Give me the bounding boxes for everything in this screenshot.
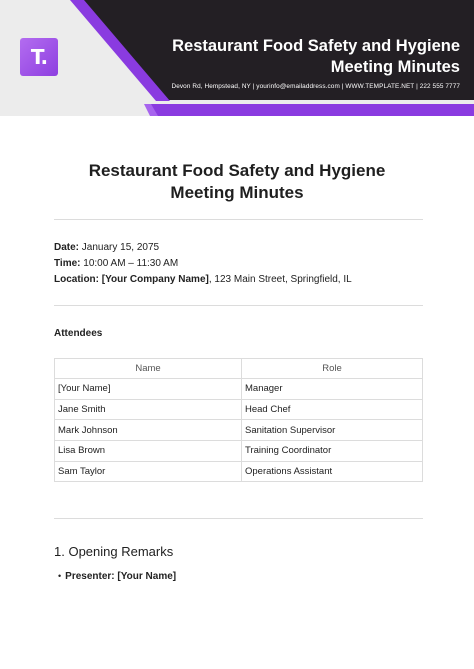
attendee-name: Mark Johnson: [55, 420, 242, 441]
attendee-role: Sanitation Supervisor: [242, 420, 423, 441]
table-row: [55, 379, 423, 400]
meeting-date: [54, 242, 159, 253]
attendee-name: Jane Smith: [55, 399, 242, 420]
header-title: [130, 36, 460, 78]
meeting-time: [54, 258, 178, 269]
column-header-role: Role: [242, 359, 423, 379]
attendee-role: Training Coordinator: [242, 441, 423, 462]
attendee-role: Operations Assistant: [242, 461, 423, 482]
meeting-location: [54, 274, 352, 285]
attendee-name: [Your Name]: [55, 379, 242, 400]
table-row: [55, 461, 423, 482]
logo-letter: T.: [30, 45, 48, 69]
divider: [54, 219, 423, 220]
attendee-name: Sam Taylor: [55, 461, 242, 482]
date-value: January 15, 2075: [81, 242, 160, 253]
date-label: Date:: [54, 242, 80, 253]
presenter-value: [Your Name]: [117, 571, 177, 582]
document-title-line2: Meeting Minutes: [170, 183, 304, 202]
bullet-icon: •: [58, 571, 62, 581]
table-row: [55, 420, 423, 441]
location-value: , 123 Main Street, Springfield, IL: [208, 274, 352, 285]
presenter-bullet: [58, 571, 176, 582]
table-row: [55, 441, 423, 462]
divider: [54, 305, 423, 306]
header-title-line2: Meeting Minutes: [330, 58, 460, 76]
table-header-row: [55, 359, 423, 379]
page-header: [0, 0, 474, 116]
presenter-label: Presenter:: [65, 571, 115, 582]
location-label: Location:: [54, 274, 99, 285]
column-header-name: Name: [55, 359, 242, 379]
attendees-heading: Attendees: [54, 328, 103, 339]
document-title: [54, 160, 420, 204]
table-row: [55, 399, 423, 420]
company-logo: [20, 38, 58, 76]
attendees-table: [54, 358, 423, 482]
time-value: 10:00 AM – 11:30 AM: [83, 258, 179, 269]
attendee-role: Head Chef: [242, 399, 423, 420]
document-title-line1: Restaurant Food Safety and Hygiene: [88, 161, 386, 180]
location-company: [Your Company Name]: [101, 274, 209, 285]
header-title-line1: Restaurant Food Safety and Hygiene: [172, 37, 460, 55]
divider: [54, 518, 423, 519]
attendee-name: Lisa Brown: [55, 441, 242, 462]
time-label: Time:: [54, 258, 81, 269]
header-contact-info: Devon Rd, Hempstead, NY | yourinfo@emailaddress.com | WWW.TEMPLATE.NET | 222 555 7777: [171, 83, 460, 90]
opening-remarks-heading: 1. Opening Remarks: [54, 544, 174, 559]
attendee-role: Manager: [242, 379, 423, 400]
